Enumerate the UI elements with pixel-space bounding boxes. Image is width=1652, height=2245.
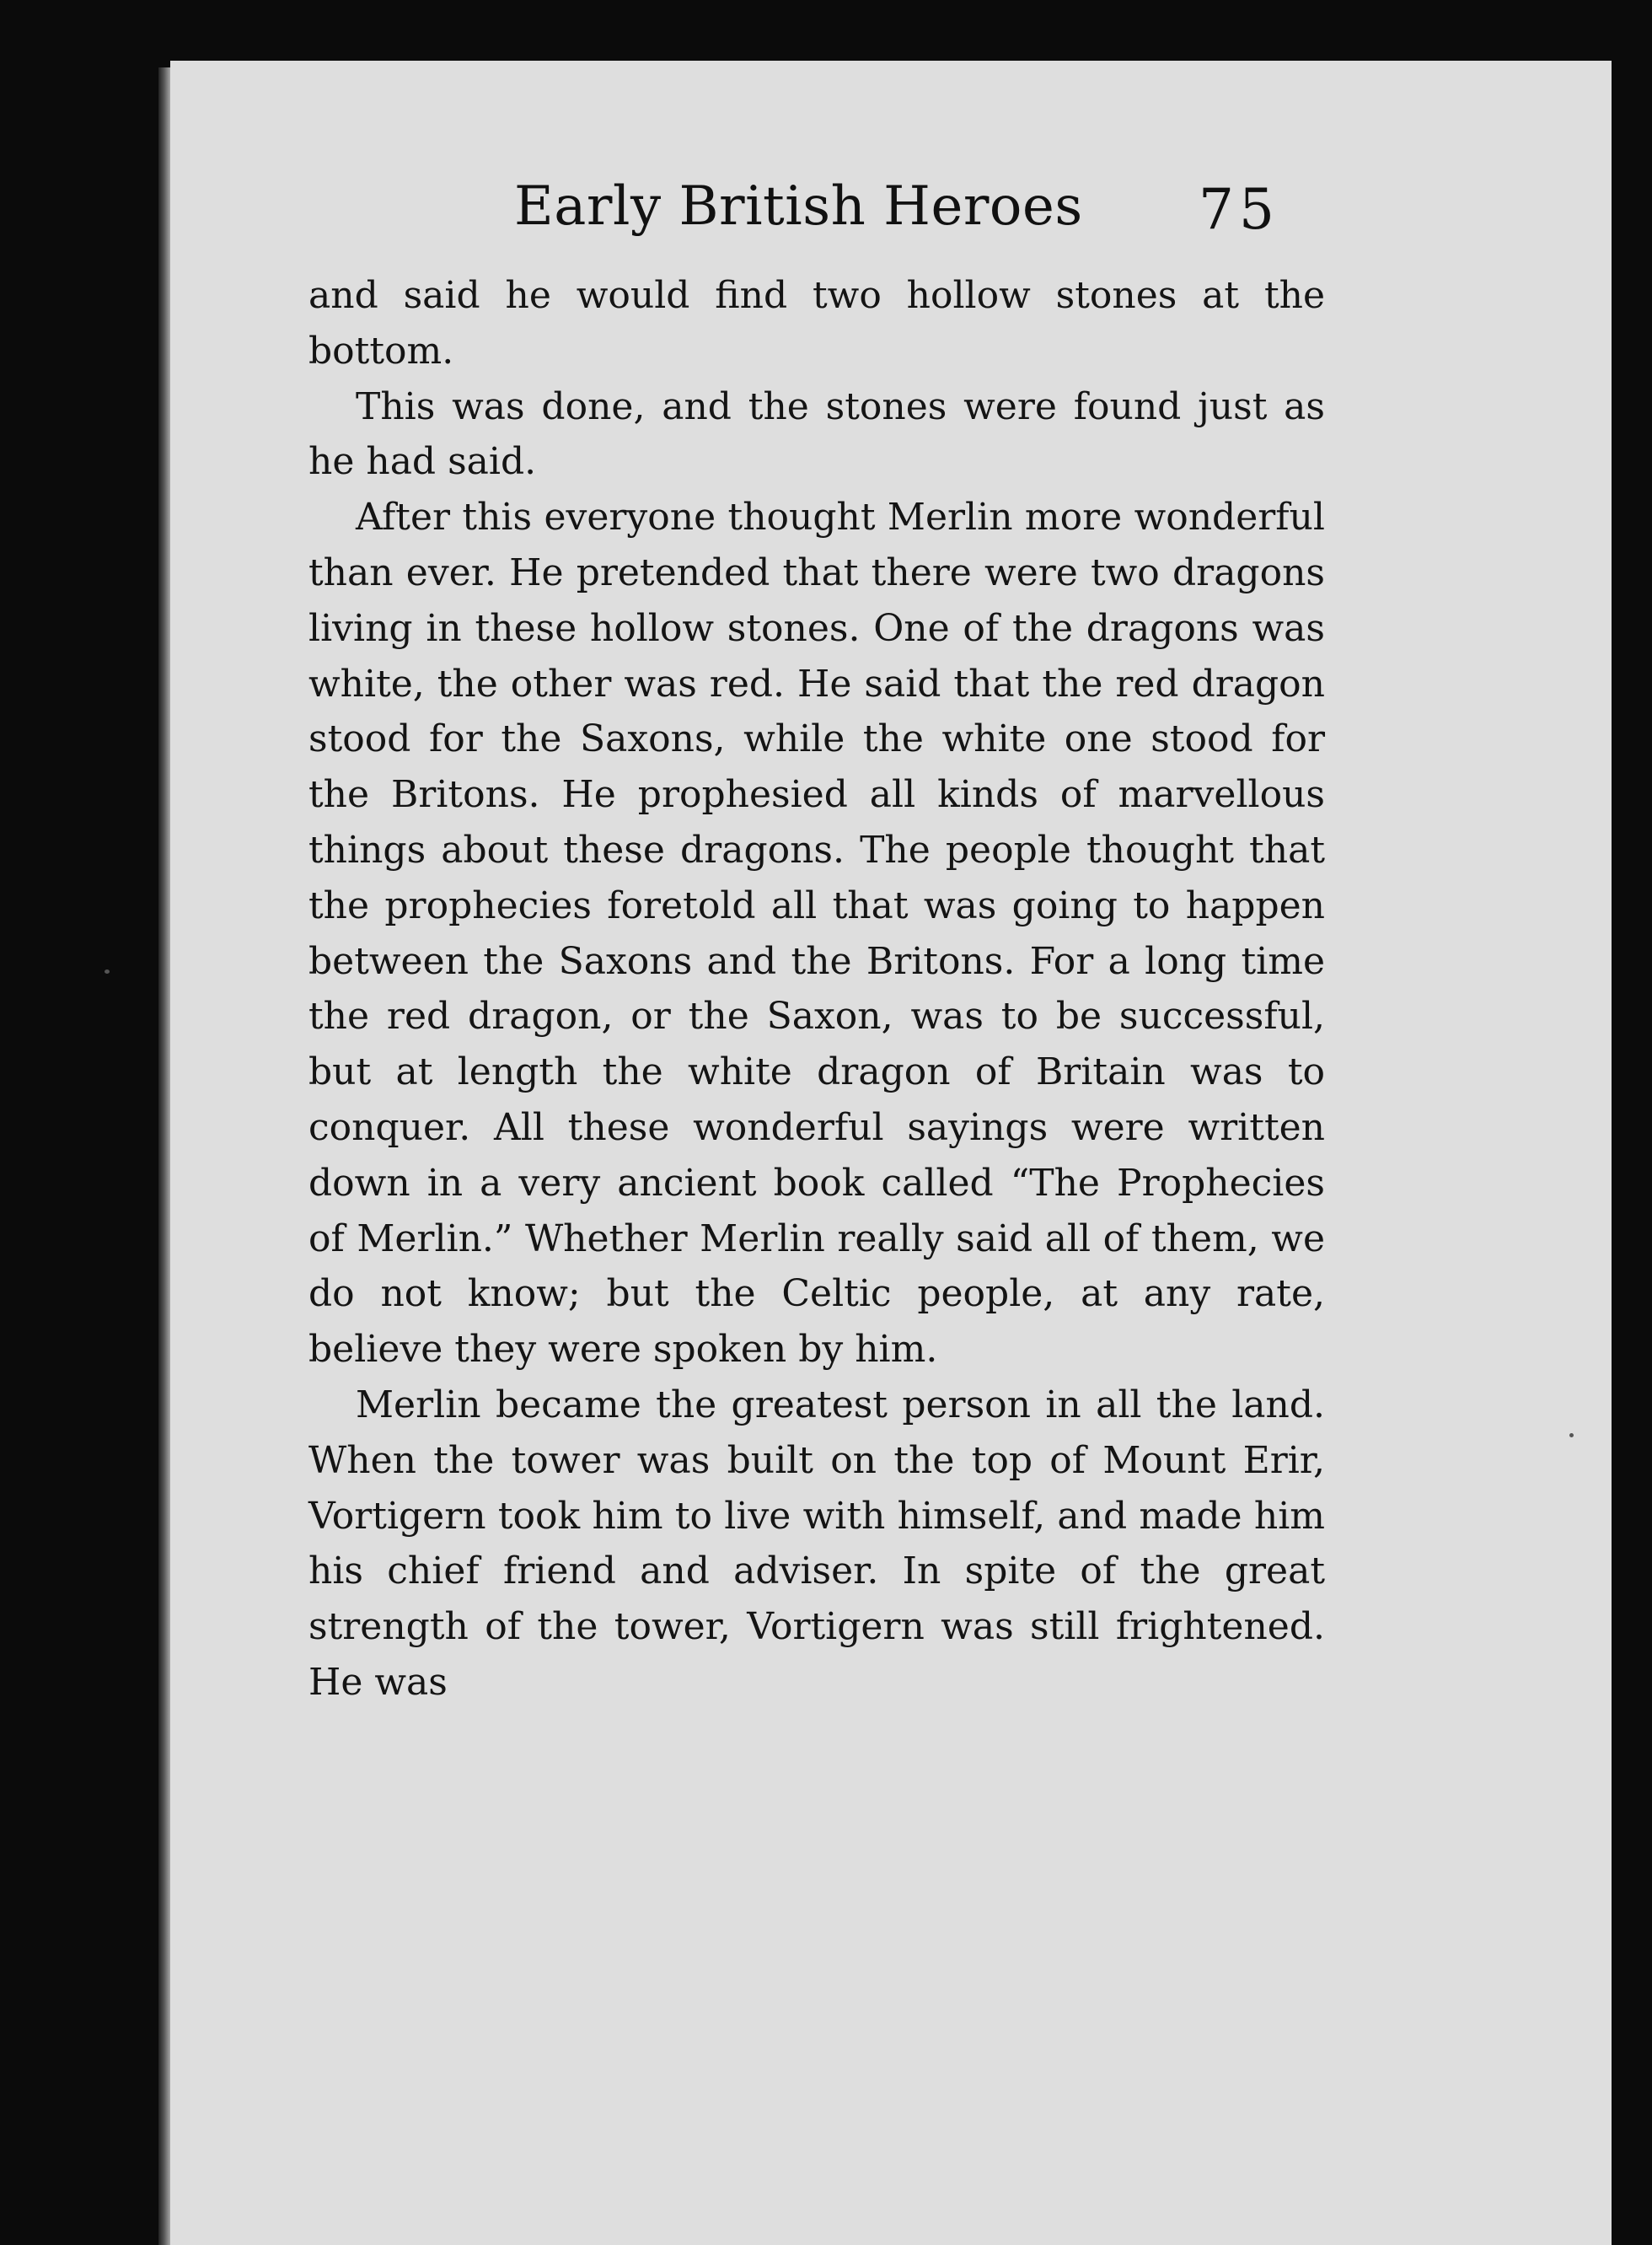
paragraph: After this everyone thought Merlin more wonderful than ever. He pretended that there were two dragons living in these hollow stones. One of the dragons was white, the other was red. He said that the red dragon stood for the Saxons, while the white one stood for the Britons. He prophesied all kinds of marvellous things about these dragons. The people thought that the prophecies foretold all that was going to happen between the Saxons and the Britons. For a long time the red dragon, or the Saxon, was to be successful, but at length the white dragon of Britain was to conquer. All these wonderful sayings were written down in a very ancient book called “The Prophecies of Merlin.” Whether Merlin really said all of them, we do not know; but the Celtic people, at any rate, believe they were spoken by him. xyxy=(308,496,1325,1372)
scan-border-right xyxy=(1612,51,1652,2245)
scan-speck xyxy=(105,969,110,974)
page-number: 75 xyxy=(1199,177,1279,242)
paragraph: This was done, and the stones were found just as he had said. xyxy=(308,384,1325,484)
scan-speck xyxy=(1569,1433,1574,1437)
paragraph: Merlin became the greatest person in all the land. When the tower was built on the top of Mount Erir, Vortigern took him to live with himself, and made him his chief friend and adviser. In spite of the great strength of the tower, Vortigern was still frightened. He was xyxy=(308,1383,1325,1704)
body-text xyxy=(308,268,1325,1711)
paragraph-continued: and said he would find two hollow stones at the bottom. xyxy=(308,274,1325,373)
running-head: Early British Heroes xyxy=(514,175,1083,238)
page-header xyxy=(514,175,1306,260)
